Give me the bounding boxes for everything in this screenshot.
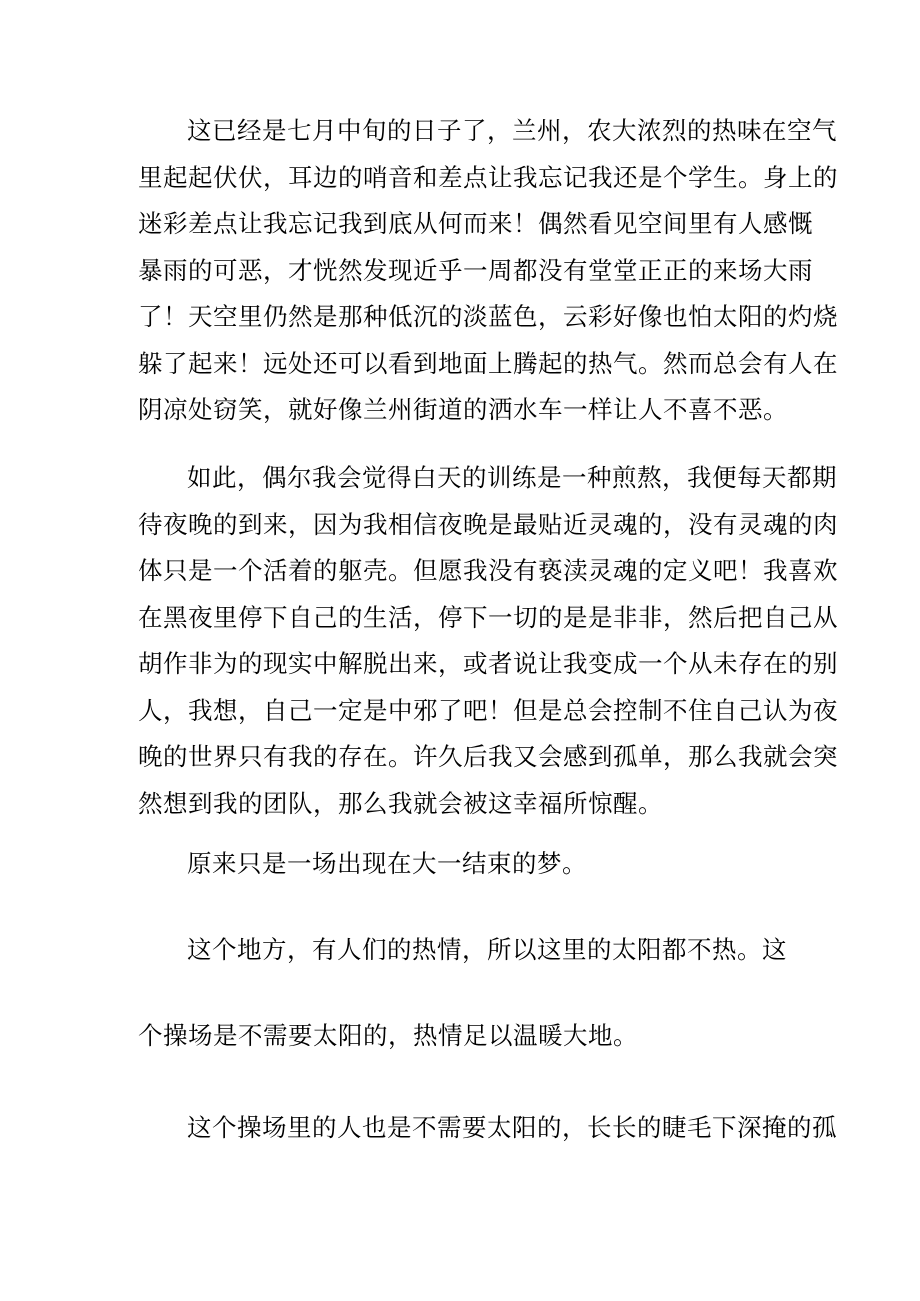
paragraph-line: 如此，偶尔我会觉得白天的训练是一种煎熬，我便每天都期 (187, 463, 837, 492)
paragraph-line: 这个操场里的人也是不需要太阳的，长长的睫毛下深掩的孤 (187, 1113, 837, 1142)
paragraph-line: 体只是一个活着的躯壳。但愿我没有亵渎灵魂的定义吧！我喜欢 (138, 556, 838, 585)
paragraph-line: 原来只是一场出现在大一结束的梦。 (187, 849, 587, 878)
paragraph-line: 迷彩差点让我忘记我到底从何而来！偶然看见空间里有人感慨 (138, 209, 813, 238)
paragraph-2 (138, 455, 838, 827)
paragraph-line: 这已经是七月中旬的日子了，兰州，农大浓烈的热味在空气 (187, 116, 837, 145)
paragraph-line: 了！天空里仍然是那种低沉的淡蓝色，云彩好像也怕太阳的灼烧 (138, 302, 838, 331)
paragraph-line: 这个地方，有人们的热情，所以这里的太阳都不热。这 (187, 935, 787, 964)
paragraph-line: 个操场是不需要太阳的，热情足以温暖大地。 (138, 1021, 638, 1050)
paragraph-4 (138, 927, 788, 974)
paragraph-6 (138, 1105, 837, 1152)
paragraph-line: 里起起伏伏，耳边的哨音和差点让我忘记我还是个学生。身上的 (138, 162, 838, 192)
paragraph-line: 人，我想，自己一定是中邪了吧！但是总会控制不住自己认为夜 (138, 695, 838, 725)
paragraph-line: 晚的世界只有我的存在。许久后我又会感到孤单，那么我就会突 (138, 742, 838, 771)
paragraph-1 (138, 108, 838, 434)
paragraph-5 (138, 1013, 788, 1060)
paragraph-line: 暴雨的可恶，才恍然发现近乎一周都没有堂堂正正的来场大雨 (138, 255, 813, 285)
paragraph-line: 躲了起来！远处还可以看到地面上腾起的热气。然而总会有人在 (138, 348, 838, 378)
paragraph-line: 阴凉处窃笑，就好像兰州街道的洒水车一样让人不喜不恶。 (138, 395, 788, 424)
paragraph-line: 待夜晚的到来，因为我相信夜晚是最贴近灵魂的，没有灵魂的肉 (138, 509, 838, 539)
paragraph-line: 然想到我的团队，那么我就会被这幸福所惊醒。 (138, 788, 663, 818)
paragraph-3 (138, 841, 788, 888)
paragraph-line: 胡作非为的现实中解脱出来，或者说让我变成一个从未存在的别 (138, 649, 838, 678)
paragraph-line: 在黑夜里停下自己的生活，停下一切的是是非非，然后把自己从 (138, 602, 838, 632)
